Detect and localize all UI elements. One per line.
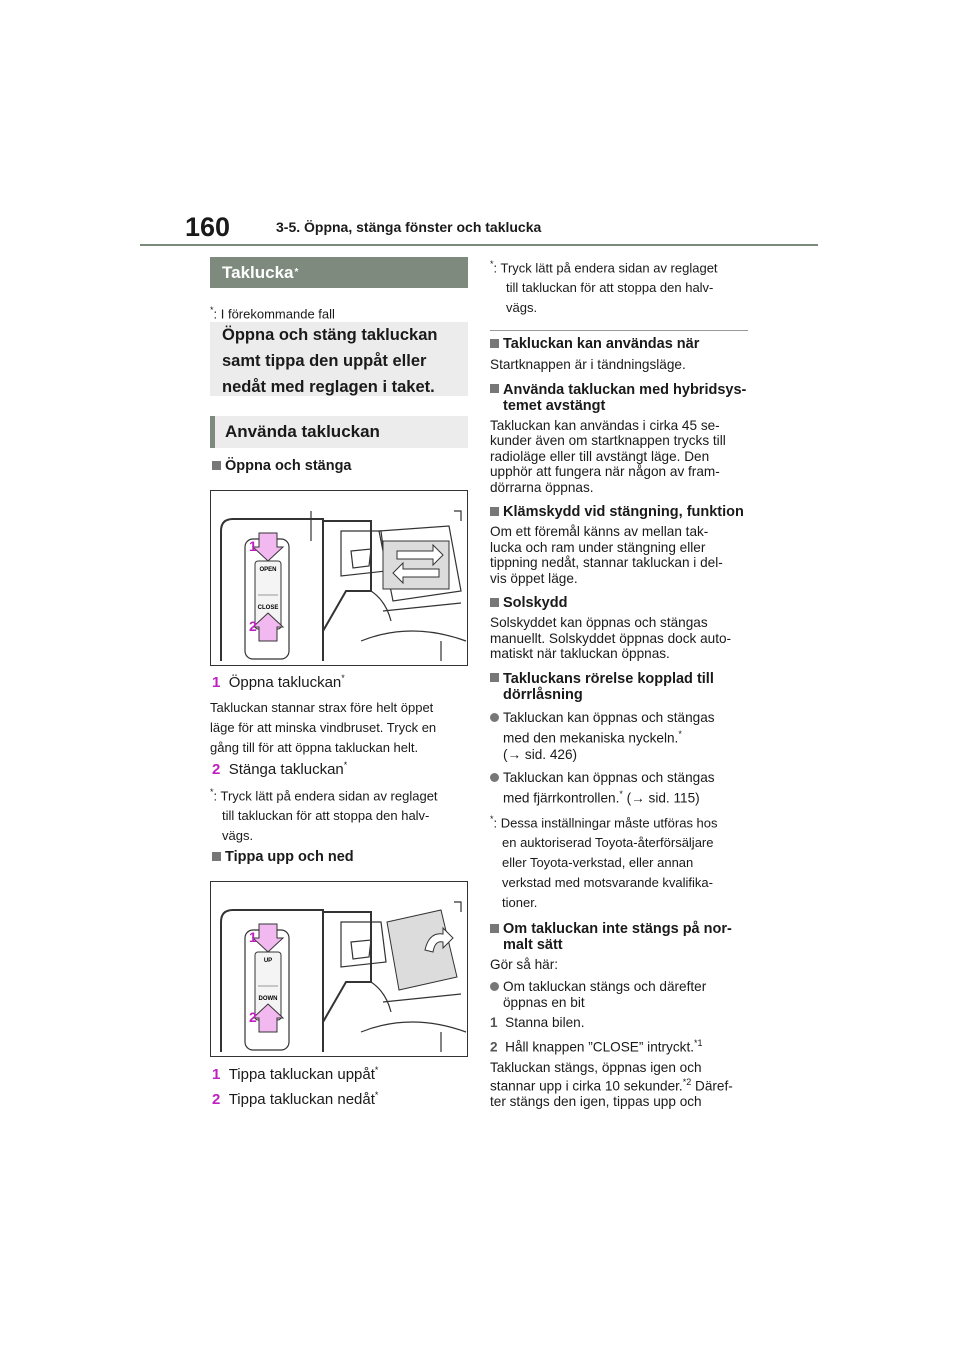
open-close-illustration [210,490,468,666]
note-line: : Tryck lätt på endera sidan av reglaget [493,260,718,276]
marker-1: 1 [249,538,257,554]
square-bullet-icon [212,852,221,861]
bullet-line: Takluckan kan öppnas och stängas [503,770,715,786]
heading-text: Solskydd [503,595,568,611]
right-note [490,254,752,318]
paragraph-line: kunder även om startknappen trycks till [490,433,726,448]
paragraph-line: Om ett föremål känns av mellan tak- [490,524,709,539]
round-bullet-icon [490,713,499,722]
tilt-up-number: 1 [212,1066,221,1083]
footnote-line: eller Toyota-verkstad, eller annan [502,854,694,870]
paragraph-line: manuellt. Solskyddet öppnas dock auto- [490,630,732,646]
desc-line: Takluckan stannar strax före helt öppet [210,700,434,715]
heading-text: Använda takluckan med hybridsys- [503,381,747,398]
bullet-line: med fjärrkontrollen. [503,790,620,806]
tilt-down-text: Tippa takluckan nedåt [228,1091,375,1108]
paragraph-line: dörrarna öppnas. [490,479,594,495]
note-line: vägs. [222,828,254,844]
heading-text: Takluckan kan användas när [503,336,700,352]
section-heading [490,671,752,703]
sunroof-switch-drawing [211,491,468,666]
marker-2: 2 [249,618,257,634]
right-sections [490,336,752,1110]
item-open-desc [210,698,472,758]
heading-text: dörrlåsning [503,686,583,703]
summary-box [210,322,468,396]
bullet-line: Om takluckan stängs och därefter [503,979,707,995]
tilt-up-mark: * [374,1065,379,1075]
step-1 [490,1014,752,1032]
paragraph [490,524,752,586]
bullet-item [490,769,752,807]
square-bullet-icon [212,461,221,470]
bullet-item [490,709,752,764]
item-open-mark: * [341,673,345,683]
paragraph-line: lucka och ram under stängning eller [490,539,706,555]
section-title-text: Taklucka [222,262,294,282]
note-line: : Tryck lätt på endera sidan av reglaget [213,788,438,804]
bullet-item [490,979,752,1010]
desc-line: gång till för att öppna takluckan helt. [210,740,419,755]
paragraph: Gör så här: [490,956,558,972]
paragraph [490,418,752,496]
paragraph [490,1060,752,1110]
heading-text: temet avstängt [503,397,606,414]
summary-line: nedåt med reglagen i taket. [222,378,435,396]
bullet-ref: (→ sid. 115) [622,790,700,806]
marker-1: 1 [249,929,257,945]
paragraph-line: stannar upp i cirka 10 sekunder. [490,1078,683,1094]
item-close-text: Stänga takluckan [228,761,344,778]
step-text: Stanna bilen. [505,1015,585,1031]
heading-text: malt sätt [503,936,563,953]
title-footnote [210,300,335,324]
heading-text: Takluckans rörelse kopplad till [503,670,714,687]
paragraph-line: Solskyddet kan öppnas och stängas [490,615,708,630]
press-down-arrow-icon [253,924,283,952]
paragraph [490,615,752,662]
square-bullet-icon [490,384,499,393]
marker-2: 2 [249,1009,257,1025]
divider [490,330,748,331]
item-close-mark: * [343,760,348,770]
heading-text: Klämskydd vid stängning, funktion [503,504,744,520]
tilt-switch-drawing [211,882,468,1057]
paragraph-line: matiskt när takluckan öppnas. [490,646,670,661]
tilt-illustration [210,881,468,1057]
footnote-line: : Dessa inställningar måste utföras hos [493,814,718,830]
note-mark: * [490,259,494,269]
title-footnote-text: : I förekommande fall [213,306,335,322]
paragraph-line: Takluckan stängs, öppnas igen och [490,1059,702,1075]
bullet-line: öppnas en bit [503,994,585,1010]
desc-line: läge för att minska vindbruset. Tryck en [210,720,437,735]
square-bullet-icon [490,673,499,682]
settings-footnote [490,809,752,913]
bullet-ref: (→ sid. 426) [503,747,578,763]
tilt-down-item [212,1090,378,1108]
step-text: Håll knappen ”CLOSE” intryckt. [505,1039,694,1055]
switch-label-close: CLOSE [257,605,279,611]
section-heading [490,504,752,520]
section-heading [490,336,752,352]
switch-label-open: OPEN [259,567,277,573]
section-heading [490,595,752,611]
section-heading [490,382,752,414]
note-line: till takluckan för att stoppa den halv- [222,808,430,824]
open-close-heading [212,458,352,474]
heading-text: Om takluckan inte stängs på nor- [503,920,732,937]
footnote-line: tioner. [502,894,538,910]
footnote-line: verkstad med motsvarande kvalifika- [502,874,713,890]
bullet-mark: * [678,728,682,739]
item-open-text: Öppna takluckan [228,674,342,691]
paragraph-line: ter stängs den igen, tippas upp och [490,1094,702,1110]
tilt-heading [212,849,354,865]
switch-label-up: UP [263,958,273,964]
note-line: till takluckan för att stoppa den halv- [506,280,714,296]
section-heading [490,921,752,953]
step-number: 1 [490,1015,498,1031]
note-mark: * [210,787,214,797]
paragraph-line: Däref- [691,1078,733,1094]
page-number: 160 [185,212,231,242]
round-bullet-icon [490,982,499,991]
chapter-title: 3-5. Öppna, stänga fönster och taklucka [276,219,542,235]
item-open-number: 1 [212,674,221,691]
item-open [212,673,345,691]
title-footnote-mark: * [210,305,214,315]
tilt-up-text: Tippa takluckan uppåt [228,1066,375,1083]
item-close-note [210,782,472,846]
subheading-text: Använda takluckan [225,422,380,441]
square-bullet-icon [490,339,499,348]
paragraph-line: vis öppet läge. [490,570,578,586]
section-title-mark: * [294,267,299,278]
subheading [210,416,468,448]
step-mark: *1 [694,1038,703,1049]
step-2 [490,1034,752,1057]
item-close [212,760,347,778]
step-number: 2 [490,1039,498,1055]
square-bullet-icon [490,507,499,516]
bullet-mark: * [619,789,623,800]
tilt-heading-text: Tippa upp och ned [225,849,354,865]
round-bullet-icon [490,773,499,782]
summary-line: Öppna och stäng takluckan [222,326,438,344]
paragraph: Startknappen är i tändningsläge. [490,357,686,372]
square-bullet-icon [490,924,499,933]
square-bullet-icon [490,598,499,607]
note-line: vägs. [506,300,538,316]
tilt-down-number: 2 [212,1091,221,1108]
section-title [210,257,468,288]
paragraph-line: Takluckan kan användas i cirka 45 se- [490,417,720,433]
bullet-line: Takluckan kan öppnas och stängas [503,709,715,725]
bullet-line: med den mekaniska nyckeln. [503,730,679,746]
tilt-down-mark: * [374,1090,379,1100]
switch-label-down: DOWN [258,996,278,1002]
item-close-number: 2 [212,761,221,778]
open-close-heading-text: Öppna och stänga [225,458,352,474]
tilt-up-item [212,1065,378,1083]
paragraph-line: radioläge eller till avstängt läge. Den [490,448,710,464]
header-rule [140,244,818,246]
footnote-line: en auktoriserad Toyota-återförsäljare [502,834,714,850]
paragraph-mark: *2 [682,1077,692,1088]
summary-line: samt tippa den uppåt eller [222,352,427,370]
paragraph-line: upphör att fungera när någon av fram- [490,464,720,479]
footnote-mark: * [490,813,494,824]
paragraph-line: tippning nedåt, stannar takluckan i del- [490,555,723,570]
press-down-arrow-icon [253,533,283,561]
